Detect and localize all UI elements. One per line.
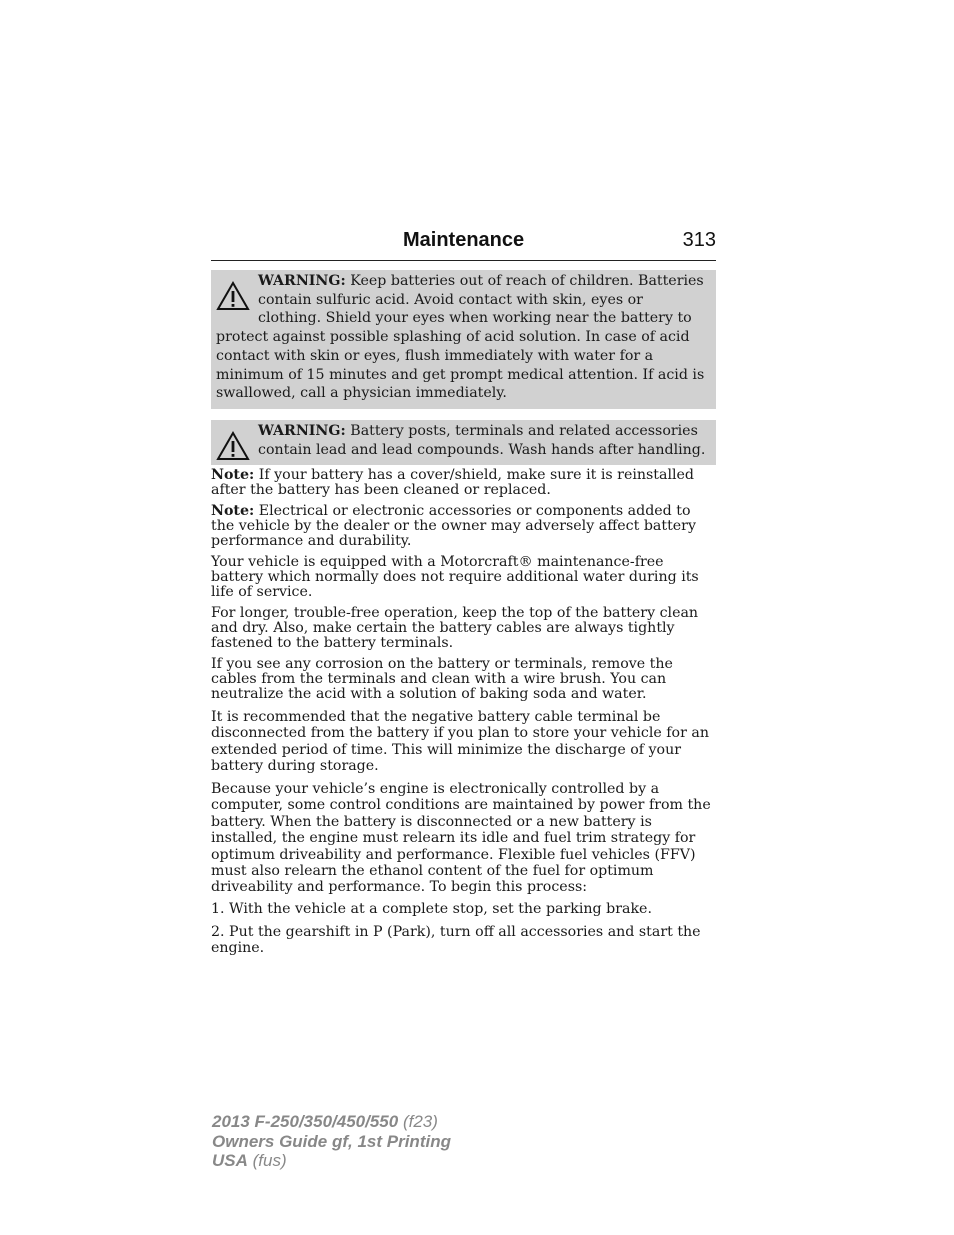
page-number: 313	[682, 229, 716, 251]
paragraph-clean-dry: For longer, trouble-free operation, keep the top of the battery clean and dry. Also, make certain the battery cables are always tightly fastened to the battery terminals.	[211, 605, 699, 652]
warning-label: WARNING:	[258, 423, 346, 439]
paragraph-storage: It is recommended that the negative battery cable terminal be disconnected from the battery if you plan to store your vehicle for an extended period of time. This will minimize the discharge of your battery during storage.	[211, 709, 709, 775]
paragraph-motorcraft: Your vehicle is equipped with a Motorcraft® maintenance-free battery which normally does not require additional water during its life of service.	[211, 554, 699, 601]
warning-text: Keep batteries out of reach of children. Batteries contain sulfuric acid. Avoid contact with skin, eyes or clothing. Shield your eyes when working near the battery to protect against possible splashing of acid solution. In case of acid contact with skin or eyes, flush immediately with water for a minimum of 15 minutes and get prompt medical attention. If acid is swallowed, call a physician immediately.	[216, 273, 705, 402]
warning-triangle-icon	[216, 278, 250, 314]
note-label: Note:	[211, 503, 255, 519]
warning-label: WARNING:	[258, 273, 346, 289]
warning-text: Battery posts, terminals and related accessories contain lead and lead compounds. Wash hands after handling.	[258, 423, 706, 458]
paragraph-corrosion: If you see any corrosion on the battery or terminals, remove the cables from the terminals and clean with a wire brush. You can neutralize the acid with a solution of baking soda and water.	[211, 656, 673, 703]
note-text: If your battery has a cover/shield, make sure it is reinstalled after the battery has been cleaned or replaced.	[211, 467, 695, 499]
step-2: 2. Put the gearshift in P (Park), turn off all accessories and start the engine.	[211, 924, 701, 957]
step-1: 1. With the vehicle at a complete stop, set the parking brake.	[211, 901, 652, 917]
page-header	[211, 229, 716, 261]
note-text: Electrical or electronic accessories or components added to the vehicle by the dealer or the owner may adversely affect battery performance and durability.	[211, 503, 696, 550]
paragraph-relearn: Because your vehicle’s engine is electronically controlled by a computer, some control conditions are maintained by power from the battery. When the battery is disconnected or a new battery is installed, the engine must relearn its idle and fuel trim strategy for optimum driveability and performance. Flexible fuel vehicles (FFV) must also relearn the ethanol content of the fuel for optimum driveability and performance. To begin this process:	[211, 781, 711, 896]
note-reinstall	[211, 468, 716, 498]
footer-model-line: 2013 F-250/350/450/550 (f23)	[212, 1112, 438, 1131]
note-label: Note:	[211, 467, 255, 483]
page-footer	[212, 1112, 451, 1171]
footer-region-line: USA (fus)	[212, 1151, 287, 1170]
note-accessories	[211, 504, 716, 550]
warning-triangle-icon	[216, 428, 250, 464]
warning-box-lead	[211, 420, 716, 465]
footer-guide-line: Owners Guide gf, 1st Printing	[212, 1131, 451, 1151]
warning-box-acid	[211, 270, 716, 409]
section-title: Maintenance	[403, 229, 525, 251]
